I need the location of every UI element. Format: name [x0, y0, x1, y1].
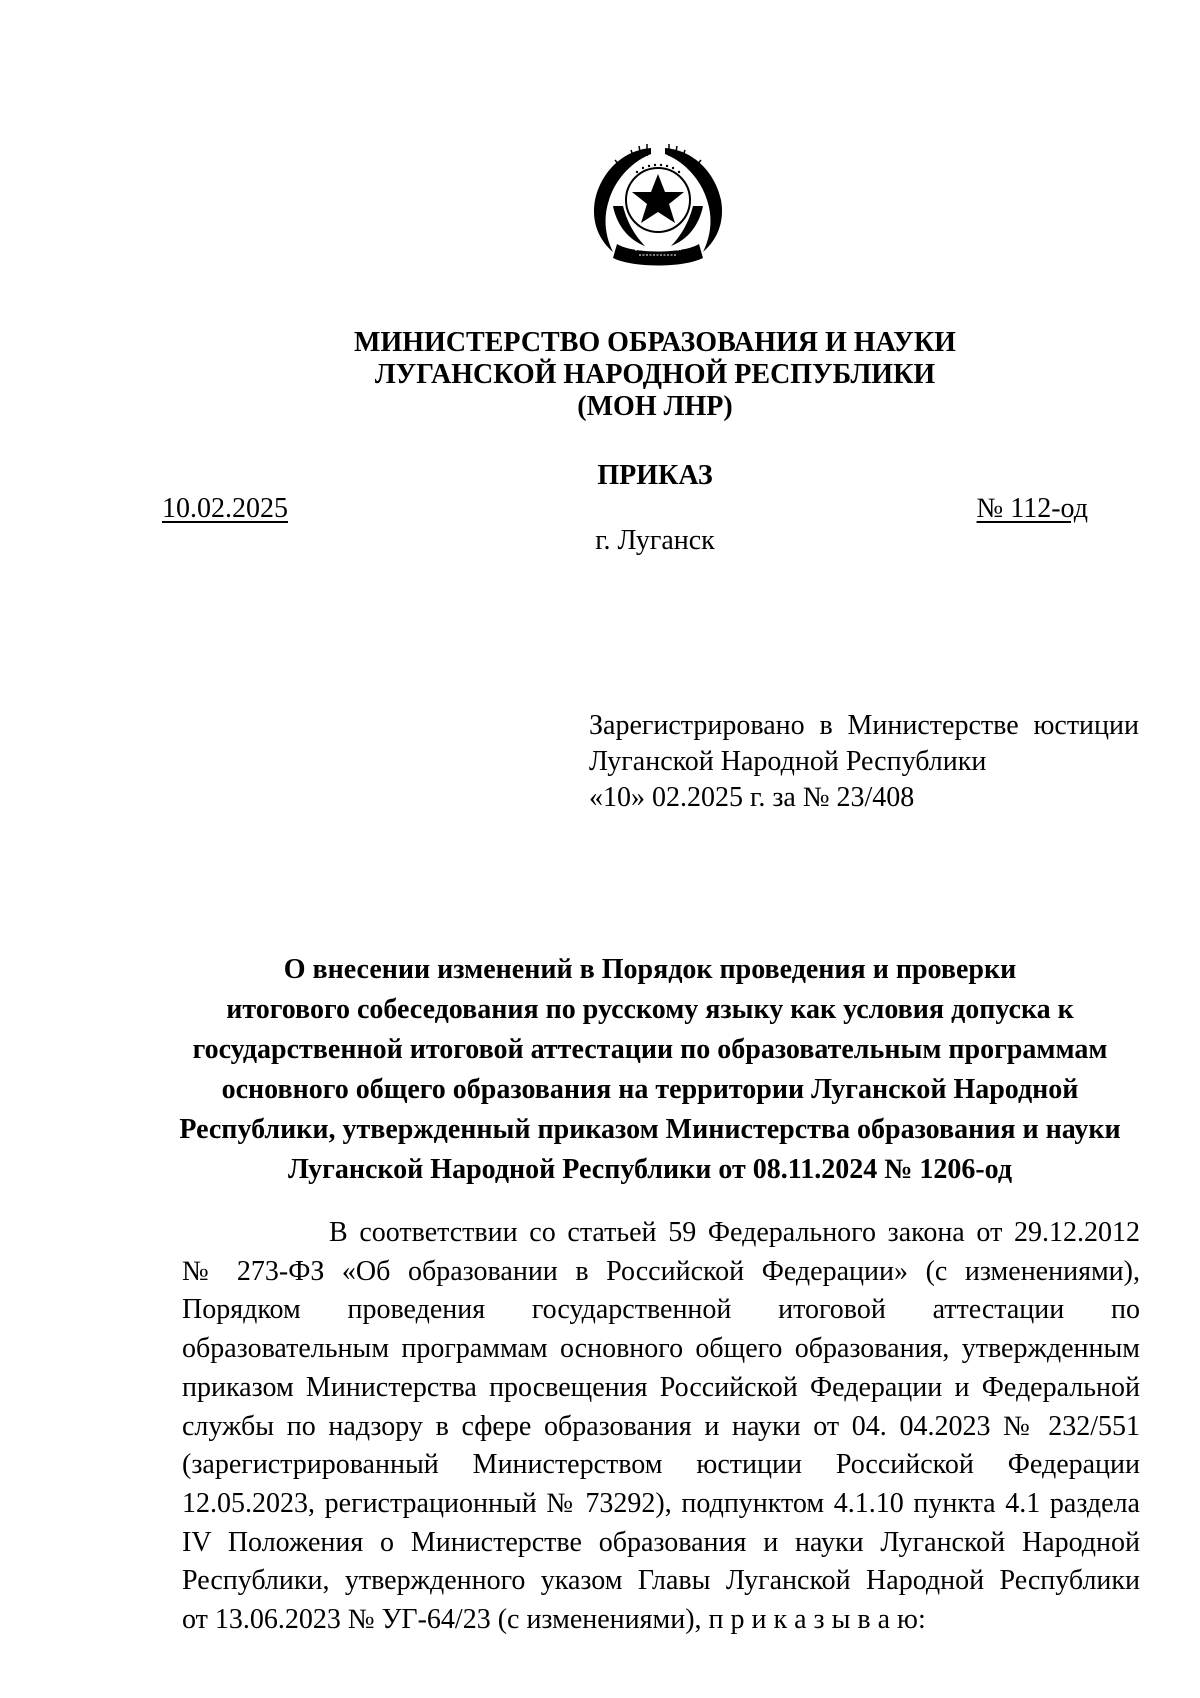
body-line: 12.05.2023, регистрационный № 73292), подпунктом 4.1.10 пункта 4.1 раздела: [182, 1487, 1140, 1519]
order-city: г. Луганск: [595, 525, 715, 556]
body-line: образовательным программам основного общего образования, утвержденным: [182, 1333, 1140, 1365]
document-type: ПРИКАЗ: [597, 460, 713, 491]
lnr-coat-of-arms-icon: [583, 136, 733, 276]
body-line: (зарегистрированный Министерством юстиции Российской Федерации: [182, 1449, 1140, 1481]
title-line: государственной итоговой аттестации по образовательным программам: [192, 1034, 1108, 1065]
body-line: от 13.06.2023 № УГ-64/23 (с изменениями), п р и к а з ы в а ю:: [182, 1604, 926, 1636]
title-line: итогового собеседования по русскому языку как условия допуска к: [226, 994, 1074, 1025]
title-line: Луганской Народной Республики от 08.11.2024 № 1206-од: [287, 1154, 1013, 1185]
title-line: основного общего образования на территории Луганской Народной: [221, 1074, 1079, 1105]
body-line: В соответствии со статьей 59 Федерального закона от 29.12.2012: [329, 1217, 1140, 1248]
registration-line-2: Луганской Народной Республики: [589, 746, 987, 777]
order-date: 10.02.2025: [162, 493, 288, 524]
ministry-line-2: ЛУГАНСКОЙ НАРОДНОЙ РЕСПУБЛИКИ: [374, 359, 936, 390]
body-line: Республики, утвержденного указом Главы Луганской Народной Республики: [182, 1565, 1140, 1597]
body-line: IV Положения о Министерстве образования и науки Луганской Народной: [182, 1526, 1140, 1558]
title-line: О внесении изменений в Порядок проведения и проверки: [283, 954, 1017, 985]
body-line: приказом Министерства просвещения Российской Федерации и Федеральной: [182, 1371, 1140, 1403]
ministry-heading: [0, 327, 1200, 423]
registration-line-1: Зарегистрировано в Министерстве юстиции: [589, 710, 1139, 741]
body-line: Порядком проведения государственной итоговой аттестации по: [182, 1294, 1140, 1326]
order-title: [150, 950, 1150, 1190]
registration-line-3: «10» 02.2025 г. за № 23/408: [589, 782, 915, 813]
order-preamble: [182, 1214, 1140, 1640]
registration-note: [589, 708, 1139, 816]
body-line: № 273-ФЗ «Об образовании в Российской Федерации» (с изменениями),: [182, 1255, 1140, 1287]
ministry-line-3: (МОН ЛНР): [577, 391, 733, 422]
ministry-line-1: МИНИСТЕРСТВО ОБРАЗОВАНИЯ И НАУКИ: [354, 327, 956, 358]
order-number: № 112-од: [976, 493, 1088, 524]
body-line: службы по надзору в сфере образования и науки от 04. 04.2023 № 232/551: [182, 1410, 1140, 1442]
title-line: Республики, утвержденный приказом Министерства образования и науки: [179, 1114, 1121, 1145]
